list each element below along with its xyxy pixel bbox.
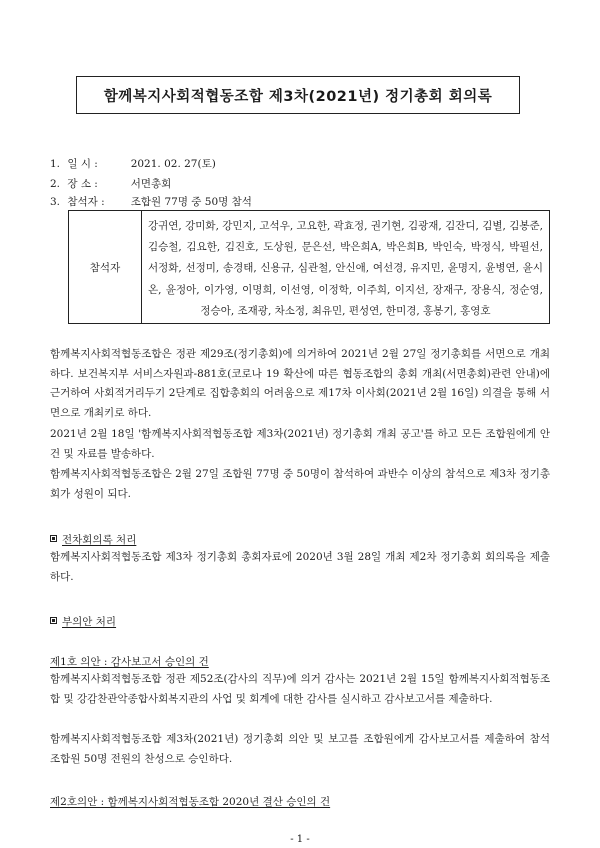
meta-label: 일 시 : — [67, 158, 98, 170]
meta-number: 1. — [50, 158, 61, 170]
intro-paragraph-1: 함께복지사회적협동조합은 정관 제29조(정기총회)에 의거하여 2021년 2월 27일 정기총회를 서면으로 개최하다. 보건복지부 서비스자원과-881호(코로나 19 확산에 따른 협동조합의 총회 개최(서면총회)관련 안내)에 근거하여 사회적거리두기 2단계로 집합총회의 어려움으로 제17차 이사회(2021년 2월 16일) 의결을 통해 서면으로 개최키로 하다. — [50, 348, 550, 419]
section-heading-text: 부의안 처리 — [62, 616, 117, 628]
meta-attendance — [50, 195, 252, 209]
filled-square-icon — [50, 535, 57, 542]
attendee-table-header: 참석자 — [69, 211, 142, 323]
meta-place — [50, 177, 171, 191]
meta-date — [50, 157, 216, 171]
agenda-item-1-paragraph-2: 함께복지사회적협동조합 제3차(2021년) 정기총회 의안 및 보고를 조합원에게 감사보고서를 제출하여 참석 조합원 50명 전원의 찬성으로 승인하다. — [50, 733, 550, 765]
meta-label: 참석자 : — [67, 196, 105, 208]
section-heading-agenda — [50, 614, 116, 629]
meta-value: 2021. 02. 27(토) — [130, 158, 216, 170]
section-heading-text: 전차회의록 처리 — [62, 534, 137, 546]
minutes-paragraph: 함께복지사회적협동조합 제3차 정기총회 총회자료에 2020년 3월 28일 개최 제2차 정기총회 회의록을 제출하다. — [50, 551, 550, 583]
attendee-names: 강귀연, 강미화, 강민지, 고석우, 고요한, 곽효정, 권기현, 김광재, 김잔디, 김별, 김봉준, 김승철, 김요한, 김진호, 도상원, 문은선, 박은희A, 박은희B, 박인숙, 박정식, 박필선, 서정화, 선정미, 송경태, 신용규, 심관철, 안신애, 여선경, 유지민, 윤명지, 윤병연, 윤시온, 윤정아, 이가영, 이명희, 이선영, 이정학, 이주희, 이지선, 장재구, 장용식, 정순영, 정승아, 조재광, 차소정, 최유민, 편성연, 한미경, 홍봉기, 홍영호 — [148, 220, 543, 317]
page-title: 함께복지사회적협동조합 제3차(2021년) 정기총회 회의록 — [76, 76, 520, 114]
meta-value: 조합원 77명 중 50명 참석 — [130, 196, 252, 208]
meta-label: 장 소 : — [67, 178, 98, 190]
section-heading-minutes — [50, 532, 136, 547]
agenda-item-2-heading: 제2호의안 : 함께복지사회적협동조합 2020년 결산 승인의 건 — [50, 796, 331, 808]
meta-number: 2. — [50, 178, 61, 190]
attendee-table — [68, 210, 550, 324]
intro-paragraph-2: 2021년 2월 18일 '함께복지사회적협동조합 제3차(2021년) 정기총회 개최 공고'를 하고 모든 조합원에게 안건 및 자료를 발송하다. — [50, 428, 550, 460]
agenda-item-1-paragraph-1: 함께복지사회적협동조합 정관 제52조(감사의 직무)에 의거 감사는 2021년 2월 15일 함께복지사회적협동조합 및 강감찬관악종합사회복지관의 사업 및 회계에 대한 감사를 실시하고 감사보고서를 제출하다. — [50, 673, 550, 705]
intro-paragraph-3: 함께복지사회적협동조합은 2월 27일 조합원 77명 중 50명이 참석하여 과반수 이상의 참석으로 제3차 정기총회가 성원이 되다. — [50, 468, 550, 500]
agenda-item-1-heading: 제1호 의안 : 감사보고서 승인의 건 — [50, 656, 209, 668]
filled-square-icon — [50, 617, 57, 624]
meta-number: 3. — [50, 196, 61, 208]
meta-value: 서면총회 — [130, 178, 172, 190]
page-number: - 1 - — [290, 834, 310, 845]
